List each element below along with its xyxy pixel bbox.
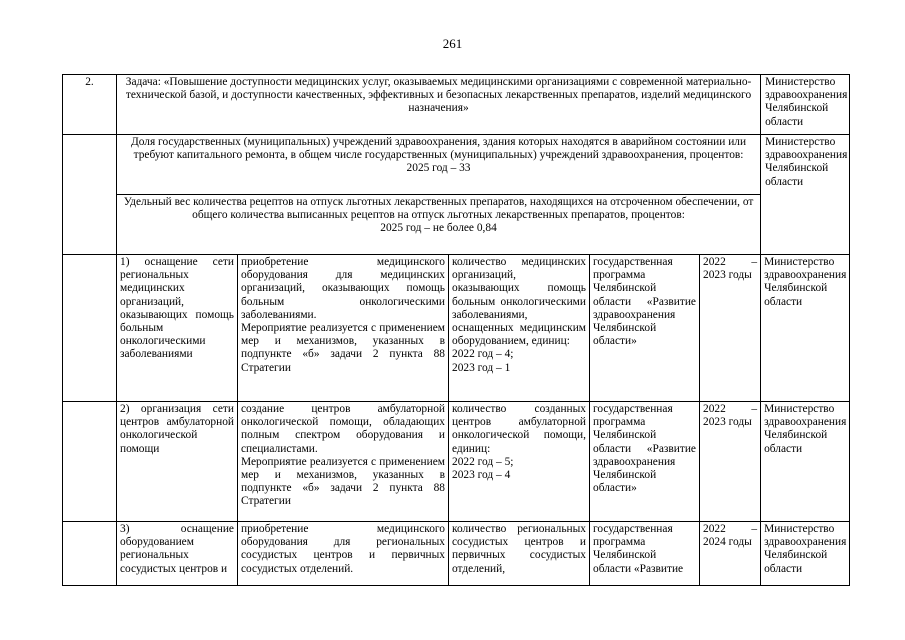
indicator-1-target: 2025 год – 33 <box>406 162 471 175</box>
measure-cell <box>238 522 449 586</box>
measure-text: приобретение медицинского оборудования для региональных сосудистых центров и первичных сосудистых отделений. <box>241 523 445 575</box>
activity-name: 3) оснащение оборудованием региональных сосудистых центров и <box>117 522 238 586</box>
empty-cell <box>63 255 117 402</box>
period-cell: 2022 – 2023 годы <box>700 402 761 522</box>
measure-text: приобретение медицинского оборудования для медицинских организаций, оказывающих помощь больным онкологическими заболеваниями. <box>241 256 445 321</box>
indicator-cell <box>449 402 590 522</box>
program-cell: государственная программа Челябинской области «Развитие <box>590 522 700 586</box>
indicator-row-1 <box>63 135 850 195</box>
indicator-2-target: 2025 год – не более 0,84 <box>380 222 497 235</box>
indicator-value: 2022 год – 4; <box>452 348 514 361</box>
task-responsible: Министерство здравоохранения Челябинской области <box>761 75 850 135</box>
row-number: 2. <box>63 75 117 135</box>
task-row <box>63 75 850 135</box>
activity-row-2 <box>63 402 850 522</box>
responsible-cell: Министерство здравоохранения Челябинской области <box>761 522 850 586</box>
activity-name: 1) оснащение сети региональных медицинских организаций, оказывающих помощь больным онкологическими заболеваниями <box>117 255 238 402</box>
task-text: Задача: «Повышение доступности медицинских услуг, оказываемых медицинскими организациями с современной материально-технической базой, и доступности качественных, эффективных и безопасных лекарственных препаратов, изделий медицинского назначения» <box>117 75 761 135</box>
program-cell: государственная программа Челябинской области «Развитие здравоохранения Челябинской области» <box>590 402 700 522</box>
responsible-cell: Министерство здравоохранения Челябинской области <box>761 402 850 522</box>
empty-cell <box>63 135 117 255</box>
activity-row-3 <box>63 522 850 586</box>
indicator-1-text: Доля государственных (муниципальных) учреждений здравоохранения, здания которых находятся в аварийном состоянии или требуют капитального ремонта, в общем числе государственных (муниципальных) учреждений здравоохранения, процентов: <box>130 136 747 162</box>
empty-cell <box>63 402 117 522</box>
measure-text: создание центров амбулаторной онкологической помощи, обладающих полным спектром оборудования и специалистами. <box>241 403 445 455</box>
activity-name: 2) организация сети центров амбулаторной онкологической помощи <box>117 402 238 522</box>
period-cell: 2022 – 2023 годы <box>700 255 761 402</box>
empty-cell <box>63 522 117 586</box>
measure-note: Мероприятие реализуется с применением мер и механизмов, указанных в подпункте «б» задачи 2 пункта 88 Стратегии <box>241 322 445 374</box>
indicator-text: количество созданных центров амбулаторной онкологической помощи, единиц: <box>452 403 586 455</box>
activity-row-1 <box>63 255 850 402</box>
indicator-value: 2023 год – 4 <box>452 469 511 482</box>
indicator-responsible: Министерство здравоохранения Челябинской области <box>761 135 850 255</box>
indicator-cell <box>449 255 590 402</box>
indicator-text: количество медицинских организаций, оказывающих помощь больным онкологическими заболеваниями, оснащенных медицинским оборудованием, единиц: <box>452 256 586 348</box>
measure-cell <box>238 402 449 522</box>
page-number: 261 <box>442 36 463 51</box>
measure-note: Мероприятие реализуется с применением мер и механизмов, указанных в подпункте «б» задачи 2 пункта 88 Стратегии <box>241 455 445 508</box>
indicator-row-2 <box>63 195 850 255</box>
measure-cell <box>238 255 449 402</box>
indicator-cell <box>449 522 590 586</box>
indicator-1-cell <box>117 135 761 195</box>
indicator-value: 2022 год – 5; <box>452 455 514 468</box>
indicator-value: 2023 год – 1 <box>452 361 511 374</box>
period-cell: 2022 – 2024 годы <box>700 522 761 586</box>
indicator-text: количество региональных сосудистых центров и первичных сосудистых отделений, <box>452 523 586 575</box>
program-cell: государственная программа Челябинской области «Развитие здравоохранения Челябинской области» <box>590 255 700 402</box>
strategy-table <box>62 74 850 586</box>
responsible-cell: Министерство здравоохранения Челябинской области <box>761 255 850 402</box>
indicator-2-cell <box>117 195 761 255</box>
indicator-2-text: Удельный вес количества рецептов на отпуск льготных лекарственных препаратов, находящихся на отсроченном обеспечении, от общего количества выписанных рецептов на отпуск льготных лекарственных препаратов, процентов: <box>123 196 754 222</box>
